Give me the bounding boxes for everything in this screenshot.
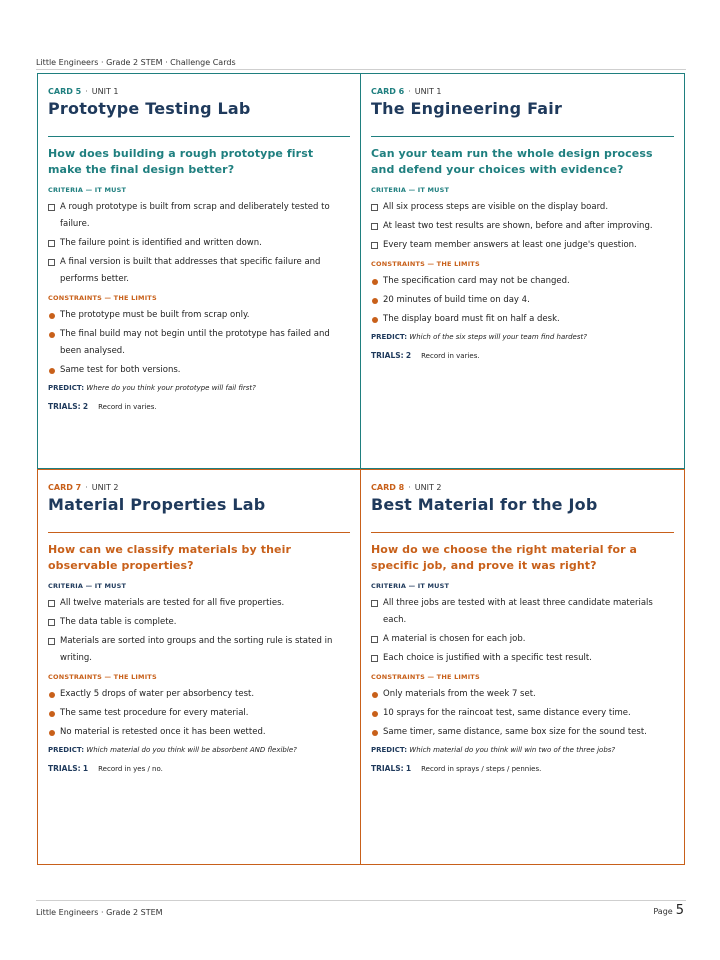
trials-label: TRIALS: — [48, 764, 81, 773]
constraint-text: Same test for both versions. — [60, 365, 181, 375]
trials-label: TRIALS: — [48, 402, 81, 411]
criteria-text: Every team member answers at least one judge's question. — [383, 240, 637, 250]
constraints-label: CONSTRAINTS — THE LIMITS — [48, 294, 157, 302]
constraint-item — [48, 326, 350, 360]
footer-text: Little Engineers · Grade 2 STEM — [36, 908, 163, 917]
constraint-text: No material is retested once it has been wetted. — [60, 727, 266, 737]
checkbox-icon — [48, 600, 55, 607]
tag-separator: · — [408, 87, 411, 96]
constraint-item — [48, 686, 350, 703]
page-number — [653, 903, 684, 918]
constraint-text: Only materials from the week 7 set. — [383, 689, 536, 699]
title-divider — [371, 136, 674, 137]
criteria-item — [371, 595, 674, 629]
constraint-item — [371, 724, 674, 741]
predict-label: PREDICT: — [371, 333, 408, 341]
page-label: Page — [653, 907, 673, 916]
driving-question: How does building a rough prototype first make the final design better? — [48, 147, 314, 176]
card-number: CARD 7 — [48, 483, 82, 492]
trials-line — [371, 351, 674, 360]
challenge-card-5 — [37, 73, 361, 469]
card-title: Material Properties Lab — [48, 495, 266, 514]
criteria-text: All six process steps are visible on the display board. — [383, 202, 609, 212]
constraint-item — [371, 273, 674, 290]
constraints-label: CONSTRAINTS — THE LIMITS — [371, 260, 480, 268]
criteria-item — [48, 614, 350, 631]
constraint-item — [48, 724, 350, 741]
constraint-item — [48, 705, 350, 722]
constraint-item — [371, 686, 674, 703]
challenge-card-8 — [361, 469, 685, 865]
constraints-list — [371, 273, 674, 328]
title-divider — [48, 532, 350, 533]
trials-label: TRIALS: — [371, 351, 404, 360]
constraint-text: 20 minutes of build time on day 4. — [383, 295, 530, 305]
driving-question: Can your team run the whole design process and defend your choices with evidence? — [371, 147, 653, 176]
card-grid — [37, 73, 686, 865]
unit-label: UNIT 2 — [91, 483, 119, 492]
dot-bullet-icon — [49, 692, 55, 698]
predict-line — [48, 383, 350, 394]
checkbox-icon — [48, 619, 55, 626]
criteria-item — [48, 254, 350, 288]
checkbox-icon — [48, 638, 55, 645]
checkbox-icon — [48, 259, 55, 266]
dot-bullet-icon — [49, 313, 55, 319]
trials-line — [48, 402, 350, 411]
constraint-item — [371, 311, 674, 328]
criteria-item — [371, 199, 674, 216]
unit-label: UNIT 2 — [414, 483, 442, 492]
constraint-item — [48, 362, 350, 379]
challenge-card-6 — [361, 73, 685, 469]
constraint-text: The specification card may not be changed. — [383, 276, 570, 286]
criteria-item — [371, 218, 674, 235]
checkbox-icon — [48, 204, 55, 211]
constraint-text: Exactly 5 drops of water per absorbency test. — [60, 689, 255, 699]
checkbox-icon — [371, 204, 378, 211]
card-number: CARD 5 — [48, 87, 82, 96]
predict-text: Where do you think your prototype will fail first? — [86, 384, 256, 392]
checkbox-icon — [371, 655, 378, 662]
criteria-item — [48, 633, 350, 667]
criteria-text: At least two test results are shown, before and after improving. — [383, 221, 653, 231]
checkbox-icon — [371, 223, 378, 230]
header-divider — [36, 69, 686, 70]
predict-label: PREDICT: — [371, 746, 408, 754]
criteria-item — [48, 199, 350, 233]
checkbox-icon — [371, 600, 378, 607]
driving-question: How do we choose the right material for a specific job, and prove it was right? — [371, 543, 638, 572]
card-tag — [48, 482, 350, 493]
checkbox-icon — [48, 240, 55, 247]
criteria-item — [371, 631, 674, 648]
card-tag — [371, 86, 674, 97]
constraint-text: The final build may not begin until the prototype has failed and been analysed. — [60, 329, 330, 356]
dot-bullet-icon — [49, 368, 55, 374]
predict-text: Which of the six steps will your team find hardest? — [409, 333, 587, 341]
criteria-item — [48, 235, 350, 252]
constraint-text: The prototype must be built from scrap only. — [60, 310, 250, 320]
criteria-text: All twelve materials are tested for all five properties. — [60, 598, 285, 608]
constraint-text: The display board must fit on half a desk. — [383, 314, 560, 324]
page-header: Little Engineers · Grade 2 STEM · Challenge Cards — [36, 58, 236, 67]
trials-line — [48, 764, 350, 773]
trials-value: 2 — [82, 402, 89, 411]
card-number: CARD 8 — [371, 483, 405, 492]
unit-label: UNIT 1 — [414, 87, 442, 96]
dot-bullet-icon — [49, 332, 55, 338]
card-number: CARD 6 — [371, 87, 405, 96]
criteria-label: CRITERIA — IT MUST — [371, 186, 450, 194]
trials-value: 2 — [405, 351, 412, 360]
card-title: The Engineering Fair — [371, 99, 563, 118]
criteria-label: CRITERIA — IT MUST — [48, 582, 127, 590]
criteria-list — [48, 595, 350, 667]
title-divider — [371, 532, 674, 533]
predict-line — [48, 745, 350, 756]
dot-bullet-icon — [49, 711, 55, 717]
predict-text: Which material do you think will be absorbent AND flexible? — [86, 746, 297, 754]
page-number-value: 5 — [675, 903, 684, 918]
dot-bullet-icon — [372, 730, 378, 736]
predict-line — [371, 745, 674, 756]
tag-separator: · — [85, 483, 88, 492]
driving-question: How can we classify materials by their observable properties? — [48, 543, 291, 572]
tag-separator: · — [85, 87, 88, 96]
predict-text: Which material do you think will win two of the three jobs? — [409, 746, 616, 754]
dot-bullet-icon — [372, 711, 378, 717]
predict-line — [371, 332, 674, 343]
constraints-list — [48, 307, 350, 379]
trials-line — [371, 764, 674, 773]
card-title: Prototype Testing Lab — [48, 99, 251, 118]
criteria-label: CRITERIA — IT MUST — [48, 186, 127, 194]
criteria-item — [371, 650, 674, 667]
predict-label: PREDICT: — [48, 384, 85, 392]
footer-divider — [36, 900, 686, 901]
constraint-text: The same test procedure for every material. — [60, 708, 249, 718]
constraint-text: 10 sprays for the raincoat test, same distance every time. — [383, 708, 631, 718]
challenge-card-7 — [37, 469, 361, 865]
constraints-list — [48, 686, 350, 741]
dot-bullet-icon — [372, 317, 378, 323]
record-text: Record in varies. — [98, 403, 157, 411]
criteria-text: All three jobs are tested with at least three candidate materials each. — [383, 598, 653, 625]
constraint-item — [48, 307, 350, 324]
criteria-text: A material is chosen for each job. — [383, 634, 526, 644]
trials-value: 1 — [405, 764, 412, 773]
criteria-text: The failure point is identified and written down. — [60, 238, 262, 248]
constraints-label: CONSTRAINTS — THE LIMITS — [371, 673, 480, 681]
unit-label: UNIT 1 — [91, 87, 119, 96]
criteria-label: CRITERIA — IT MUST — [371, 582, 450, 590]
trials-label: TRIALS: — [371, 764, 404, 773]
tag-separator: · — [408, 483, 411, 492]
predict-label: PREDICT: — [48, 746, 85, 754]
record-text: Record in sprays / steps / pennies. — [421, 765, 542, 773]
criteria-text: A final version is built that addresses that specific failure and performs better. — [60, 257, 321, 284]
criteria-text: Materials are sorted into groups and the sorting rule is stated in writing. — [60, 636, 333, 663]
constraint-item — [371, 705, 674, 722]
record-text: Record in varies. — [421, 352, 480, 360]
constraint-item — [371, 292, 674, 309]
criteria-item — [371, 237, 674, 254]
criteria-text: A rough prototype is built from scrap and deliberately tested to failure. — [60, 202, 330, 229]
constraints-list — [371, 686, 674, 741]
constraint-text: Same timer, same distance, same box size for the sound test. — [383, 727, 647, 737]
criteria-text: The data table is complete. — [60, 617, 177, 627]
criteria-list — [371, 199, 674, 254]
card-tag — [48, 86, 350, 97]
dot-bullet-icon — [372, 279, 378, 285]
criteria-list — [48, 199, 350, 288]
card-title: Best Material for the Job — [371, 495, 598, 514]
constraints-label: CONSTRAINTS — THE LIMITS — [48, 673, 157, 681]
trials-value: 1 — [82, 764, 89, 773]
checkbox-icon — [371, 242, 378, 249]
dot-bullet-icon — [372, 692, 378, 698]
card-tag — [371, 482, 674, 493]
criteria-item — [48, 595, 350, 612]
dot-bullet-icon — [372, 298, 378, 304]
criteria-text: Each choice is justified with a specific test result. — [383, 653, 592, 663]
dot-bullet-icon — [49, 730, 55, 736]
title-divider — [48, 136, 350, 137]
criteria-list — [371, 595, 674, 667]
record-text: Record in yes / no. — [98, 765, 163, 773]
checkbox-icon — [371, 636, 378, 643]
